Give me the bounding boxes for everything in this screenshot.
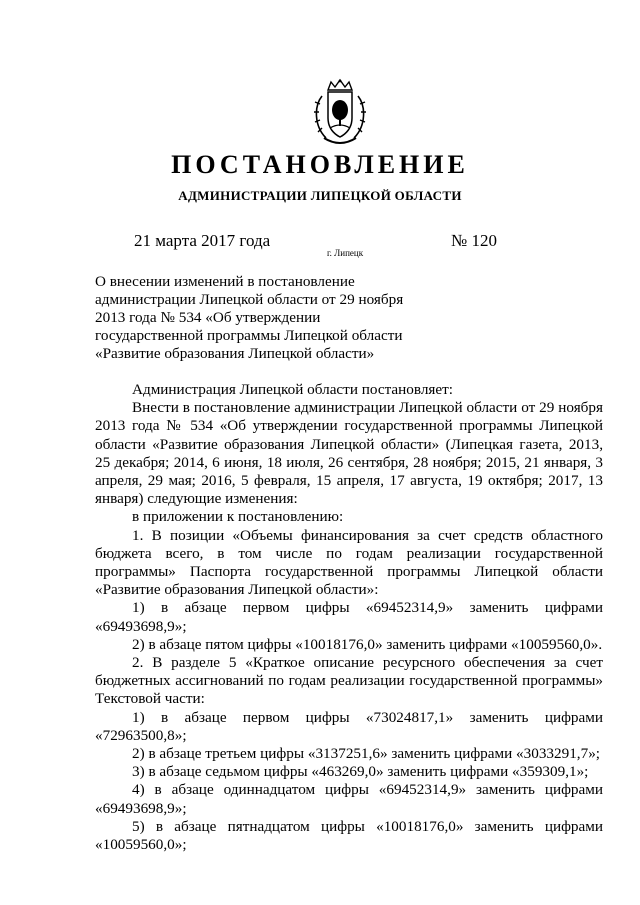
document-body bbox=[95, 381, 603, 854]
body-paragraph: 2) в абзаце пятом цифры «10018176,0» заменить цифрами «10059560,0». bbox=[132, 635, 603, 653]
body-paragraph: 3) в абзаце седьмом цифры «463269,0» заменить цифрами «359309,1»; bbox=[132, 763, 589, 781]
document-date: 21 марта 2017 года bbox=[134, 231, 271, 250]
body-paragraph: 5) в абзаце пятнадцатом цифры «10018176,0» заменить цифрами «10059560,0»; bbox=[95, 817, 603, 854]
body-paragraph: 4) в абзаце одиннадцатом цифры «69452314,9» заменить цифрами «69493698,9»; bbox=[95, 781, 603, 817]
body-paragraph: Внести в постановление администрации Липецкой области от 29 ноября 2013 года № 534 «Об утверждении государственной программы Липецкой области «Развитие образования Липецкой области» (Липецкая газета, 2013, 25 декабря; 2014, 6 июня, 18 июля, 26 сентября, 28 ноября; 2015, 21 января, 3 апреля, 29 мая; 2016, 5 февраля, 15 апреля, 17 августа, 19 октября; 2017, 13 января) следующие изменения: bbox=[95, 399, 603, 508]
document-number: № 120 bbox=[451, 231, 497, 250]
coat-of-arms-icon bbox=[300, 78, 380, 150]
document-title: ПОСТАНОВЛЕНИЕ bbox=[171, 150, 469, 179]
body-paragraph: 2. В разделе 5 «Краткое описание ресурсного обеспечения за счет бюджетных ассигнований по годам реализации государственной программы» Текстовой части: bbox=[95, 654, 603, 708]
body-paragraph: 1) в абзаце первом цифры «73024817,1» заменить цифрами «72963500,8»; bbox=[95, 708, 603, 744]
document-heading: О внесении изменений в постановление администрации Липецкой области от 29 ноября 2013 года № 534 «Об утверждении государственной программы Липецкой области «Развитие образования Липецкой области» bbox=[95, 273, 404, 362]
document-city: г. Липецк bbox=[327, 248, 364, 258]
body-paragraph: 1. В позиции «Объемы финансирования за счет средств областного бюджета всего, в том числе по годам реализации государственной программы» Паспорта государственной программы Липецкой области «Развитие образования Липецкой области»: bbox=[95, 526, 603, 599]
issuing-authority: АДМИНИСТРАЦИИ ЛИПЕЦКОЙ ОБЛАСТИ bbox=[178, 188, 462, 203]
body-paragraph: 1) в абзаце первом цифры «69452314,9» заменить цифрами «69493698,9»; bbox=[95, 599, 603, 635]
body-paragraph: в приложении к постановлению: bbox=[132, 508, 344, 526]
body-paragraph: 2) в абзаце третьем цифры «3137251,6» заменить цифрами «3033291,7»; bbox=[132, 745, 601, 763]
body-paragraph: Администрация Липецкой области постановляет: bbox=[132, 381, 453, 398]
